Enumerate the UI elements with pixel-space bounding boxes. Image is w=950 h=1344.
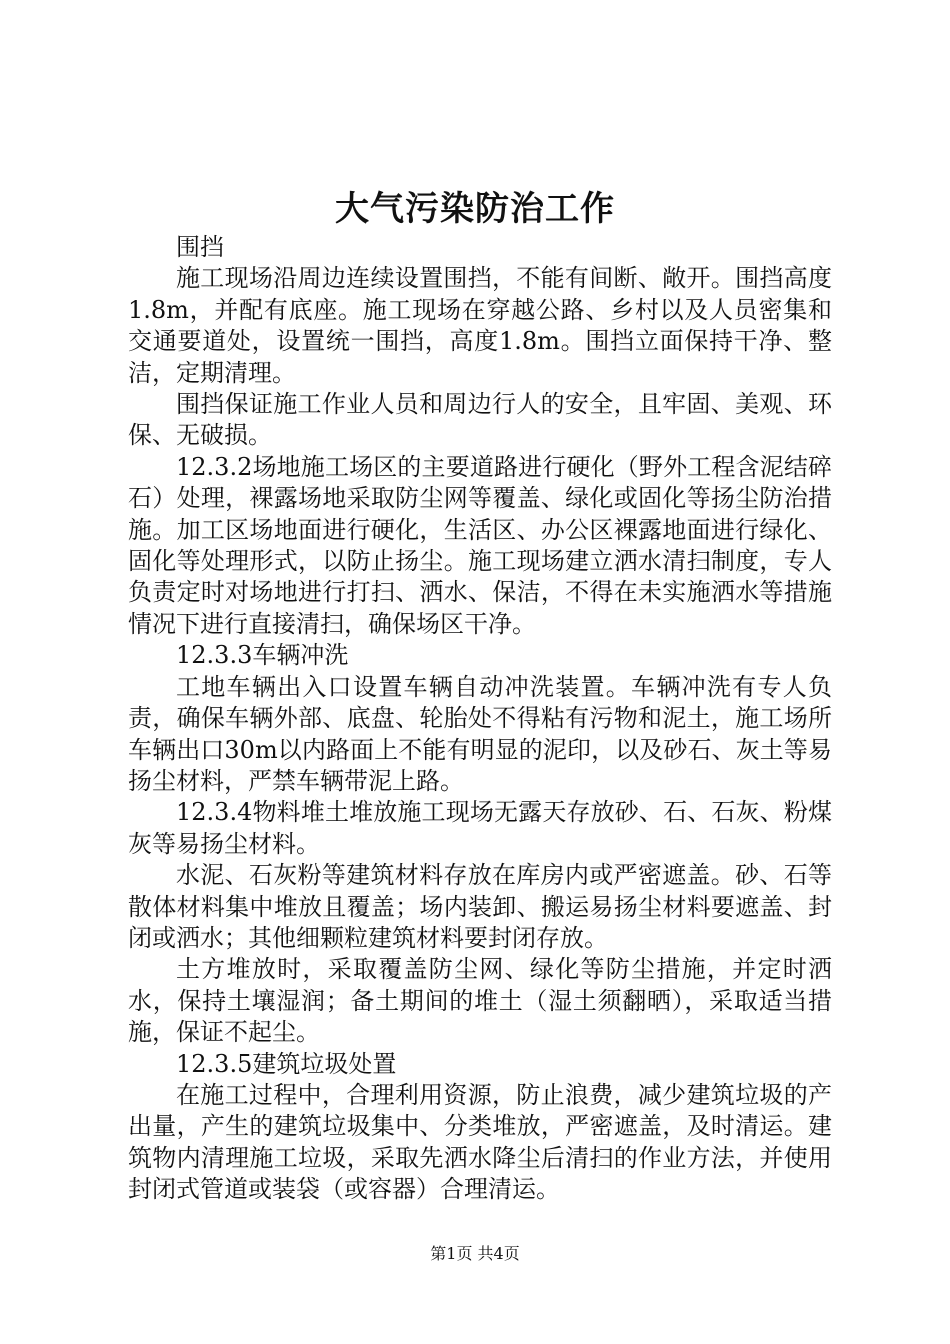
document-body (128, 232, 832, 1206)
paragraph: 12.3.4物料堆土堆放施工现场无露天存放砂、石、石灰、粉煤灰等易扬尘材料。 (128, 798, 832, 858)
paragraph: 围挡保证施工作业人员和周边行人的安全，且牢固、美观、环保、无破损。 (128, 390, 832, 450)
paragraph: 工地车辆出入口设置车辆自动冲洗装置。车辆冲洗有专人负责，确保车辆外部、底盘、轮胎处不得粘有污物和泥土，施工场所车辆出口30m以内路面上不能有明显的泥印，以及砂石、灰土等易扬尘材料，严禁车辆带泥上路。 (128, 672, 832, 795)
document-title: 大气污染防治工作 (335, 189, 615, 229)
paragraph: 水泥、石灰粉等建筑材料存放在库房内或严密遮盖。砂、石等散体材料集中堆放且覆盖；场内装卸、搬运易扬尘材料要遮盖、封闭或洒水；其他细颗粒建筑材料要封闭存放。 (128, 861, 832, 952)
page-number: 第1页 共4页 (430, 1244, 520, 1263)
paragraph-heading-vehicle-washing: 12.3.3车辆冲洗 (176, 641, 349, 670)
paragraph: 施工现场沿周边连续设置围挡，不能有间断、敞开。围挡高度1.8m，并配有底座。施工现场在穿越公路、乡村以及人员密集和交通要道处，设置统一围挡，高度1.8m。围挡立面保持干净、整洁，定期清理。 (128, 264, 832, 387)
paragraph: 在施工过程中，合理利用资源，防止浪费，减少建筑垃圾的产出量，产生的建筑垃圾集中、分类堆放，严密遮盖，及时清运。建筑物内清理施工垃圾，采取先洒水降尘后清扫的作业方法，并使用封闭式管道或装袋（或容器）合理清运。 (128, 1080, 832, 1204)
paragraph-heading-wei-dang: 围挡 (176, 233, 224, 261)
paragraph-heading-waste-disposal: 12.3.5建筑垃圾处置 (176, 1049, 397, 1078)
paragraph: 土方堆放时，采取覆盖防尘网、绿化等防尘措施，并定时洒水，保持土壤湿润；备土期间的堆土（湿土须翻晒），采取适当措施，保证不起尘。 (128, 955, 832, 1047)
paragraph: 12.3.2场地施工场区的主要道路进行硬化（野外工程含泥结碎石）处理，裸露场地采取防尘网等覆盖、绿化或固化等扬尘防治措施。加工区场地面进行硬化，生活区、办公区裸露地面进行绿化、固化等处理形式，以防止扬尘。施工现场建立洒水清扫制度，专人负责定时对场地进行打扫、洒水、保洁，不得在未实施洒水等措施情况下进行直接清扫，确保场区干净。 (128, 452, 832, 638)
